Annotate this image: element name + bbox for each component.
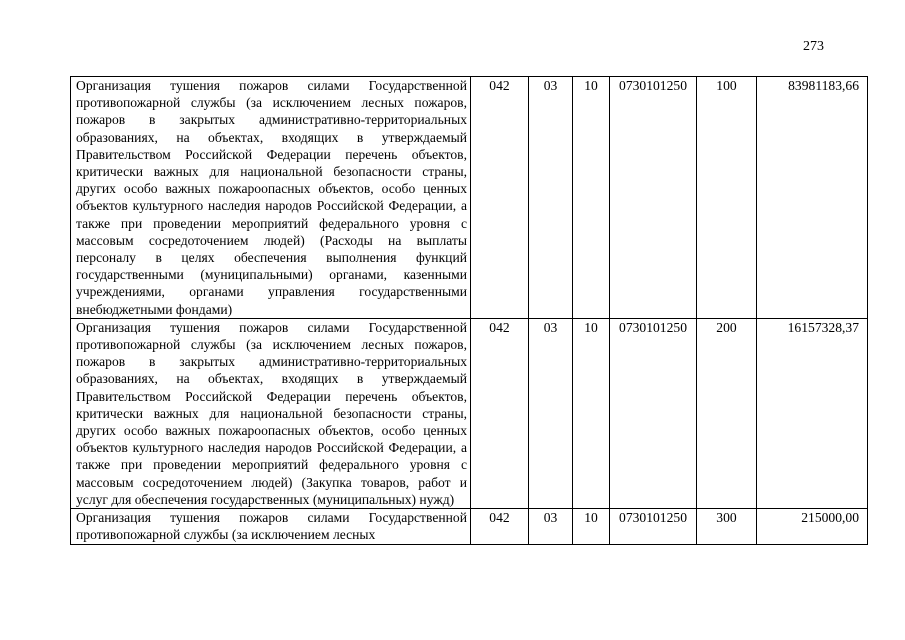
section-code: 03 (529, 509, 573, 545)
amount: 16157328,37 (757, 318, 868, 508)
ministry-code: 042 (471, 77, 529, 319)
expense-type-code: 200 (697, 318, 757, 508)
row-description-text: Организация тушения пожаров силами Государственной противопожарной службы (за исключением лесных (76, 510, 467, 543)
subsection-code: 10 (573, 509, 610, 545)
amount: 215000,00 (757, 509, 868, 545)
table-row (71, 509, 868, 545)
row-description: Организация тушения пожаров силами Государственной противопожарной службы (за исключением лесных пожаров, пожаров в закрытых административно-территориальных образованиях, на объектах, входящих в утверждаемый Правительством Российской Федерации перечень объектов, критически важных для национальной безопасности страны, других особо важных пожароопасных объектов, особо ценных объектов культурного наследия народов Российской Федерации, а также при проведении мероприятий федерального уровня с массовым сосредоточением людей) (Закупка товаров, работ и услуг для обеспечения государственных (муниципальных) нужд) (71, 318, 471, 508)
target-item-code: 0730101250 (610, 77, 697, 319)
table-row (71, 77, 868, 319)
target-item-code: 0730101250 (610, 318, 697, 508)
subsection-code: 10 (573, 318, 610, 508)
row-description: Организация тушения пожаров силами Государственной противопожарной службы (за исключением лесных пожаров, пожаров в закрытых административно-территориальных образованиях, на объектах, входящих в утверждаемый Правительством Российской Федерации перечень объектов, критически важных для национальной безопасности страны, других особо важных пожароопасных объектов, особо ценных объектов культурного наследия народов Российской Федерации, а также при проведении мероприятий федерального уровня с массовым сосредоточением людей) (Расходы на выплаты персоналу в целях обеспечения выполнения функций государственными (муниципальными) органами, казенными учреждениями, органами управления государственными внебюджетными фондами) (71, 77, 471, 319)
budget-table (70, 76, 868, 545)
ministry-code: 042 (471, 509, 529, 545)
ministry-code: 042 (471, 318, 529, 508)
expense-type-code: 300 (697, 509, 757, 545)
section-code: 03 (529, 77, 573, 319)
expense-type-code: 100 (697, 77, 757, 319)
row-description-partial (71, 509, 471, 545)
page-number: 273 (803, 39, 824, 54)
table-row (71, 318, 868, 508)
target-item-code: 0730101250 (610, 509, 697, 545)
section-code: 03 (529, 318, 573, 508)
subsection-code: 10 (573, 77, 610, 319)
amount: 83981183,66 (757, 77, 868, 319)
